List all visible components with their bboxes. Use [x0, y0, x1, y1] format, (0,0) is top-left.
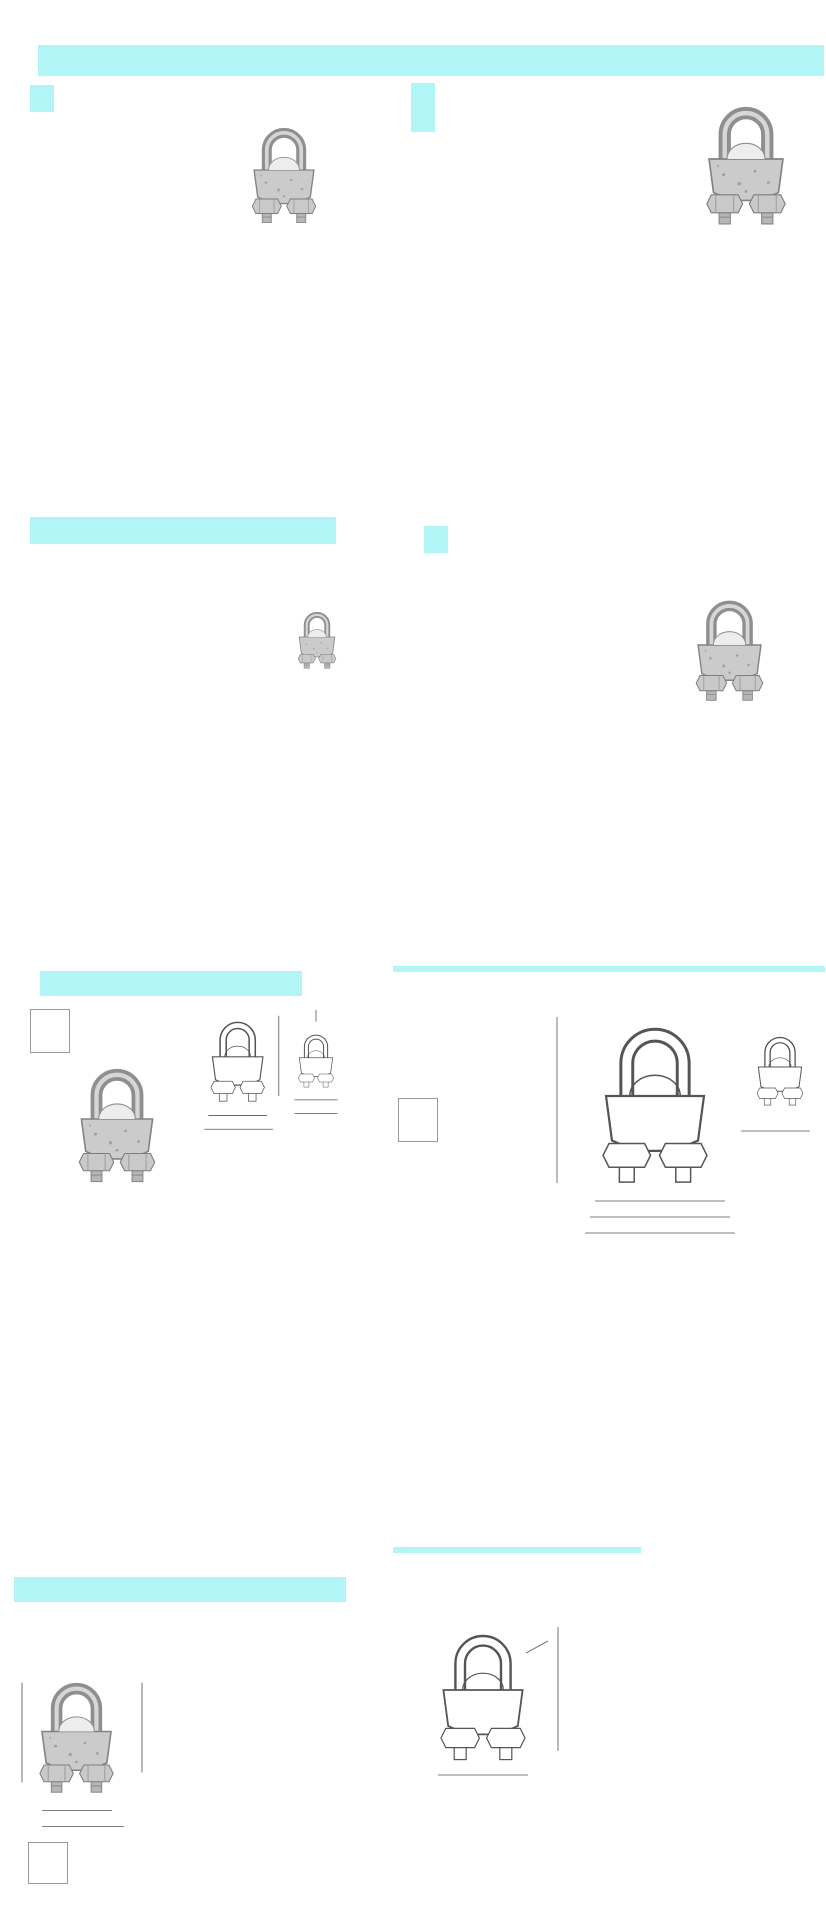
section-title-deep-forged-steel — [411, 83, 435, 132]
wire-rope-clip-photo — [690, 86, 802, 232]
pl-logo — [28, 1842, 68, 1884]
product-banner-kp3012 — [14, 1577, 346, 1602]
section-title-standard-cast-iron — [30, 85, 54, 112]
product-banner-kp3010 — [40, 971, 302, 996]
wire-rope-clip-photo — [672, 584, 787, 706]
wire-rope-clip-photo — [238, 112, 330, 228]
wire-rope-clip-photo — [290, 577, 344, 697]
wire-rope-clip-photo — [52, 1050, 182, 1188]
pl-logo — [30, 1009, 70, 1053]
section-title-us-federal — [30, 517, 336, 544]
dimension-diagram — [398, 1610, 608, 1784]
dimension-diagram — [495, 990, 825, 1242]
product-banner-kp6024 — [393, 1547, 641, 1553]
dimension-diagram — [195, 1002, 345, 1188]
clip-photo-with-dimensions — [12, 1652, 187, 1838]
section-title-stainless — [424, 526, 448, 553]
pl-logo — [398, 1098, 438, 1142]
product-banner-kp3011 — [393, 966, 825, 972]
page-title — [38, 45, 824, 76]
